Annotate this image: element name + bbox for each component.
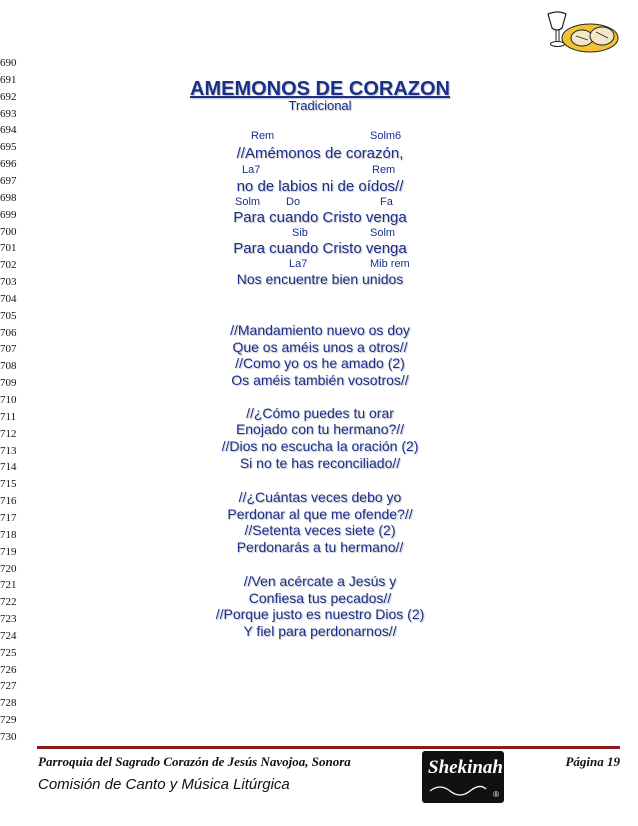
line-number: 703 (0, 276, 17, 289)
line-number: 727 (0, 680, 17, 693)
line-number: 700 (0, 225, 17, 238)
lyric-line: //Dios no escucha la oración (2) (221, 438, 419, 454)
line-number: 693 (0, 107, 17, 120)
line-number: 713 (0, 444, 17, 457)
shekinah-logo-icon (422, 751, 504, 803)
lyric-line: //¿Cómo puedes tu orar (246, 405, 394, 421)
line-number: 724 (0, 629, 17, 642)
lyric-line: Perdonar al que me ofende?// (227, 506, 413, 522)
lyric-line: //Amémonos de corazón, (236, 145, 404, 162)
line-number: 704 (0, 292, 17, 305)
line-number: 702 (0, 259, 17, 272)
line-number: 694 (0, 124, 17, 137)
lyric-line: //Setenta veces siete (2) (244, 522, 396, 538)
chord: Solm (235, 196, 261, 208)
line-number: 715 (0, 478, 17, 491)
line-number: 712 (0, 427, 17, 440)
chord: Do (286, 196, 301, 208)
chord: Mib rem (370, 258, 410, 270)
lyric-line: Os améis también vosotros// (231, 372, 409, 388)
line-number: 696 (0, 158, 17, 171)
chord: La7 (242, 164, 261, 176)
lyric-line: //Como yo os he amado (2) (235, 355, 405, 371)
line-number: 695 (0, 141, 17, 154)
line-number: 725 (0, 646, 17, 659)
lyric-line: Para cuando Cristo venga (233, 240, 407, 257)
line-number: 705 (0, 309, 17, 322)
line-number: 708 (0, 360, 17, 373)
chalice-bread-emblem-icon (540, 8, 620, 56)
line-number: 717 (0, 511, 17, 524)
chord: Fa (380, 196, 393, 208)
song-title: AMEMONOS DE CORAZON (190, 78, 450, 100)
line-number: 701 (0, 242, 17, 255)
line-number: 720 (0, 562, 17, 575)
chord: Sib (292, 227, 308, 239)
lyric-line: //Porque justo es nuestro Dios (2) (215, 606, 425, 622)
line-number: 692 (0, 90, 17, 103)
line-number: 726 (0, 663, 17, 676)
lyric-line: Y fiel para perdonarnos// (243, 623, 397, 639)
lyric-line: Perdonarás a tu hermano// (236, 539, 404, 555)
lyric-line: Enojado con tu hermano?// (235, 421, 405, 437)
chord: Rem (251, 130, 275, 142)
line-number: 697 (0, 174, 17, 187)
line-number: 730 (0, 731, 17, 743)
footer-parish: Parroquia del Sagrado Corazón de Jesús Navojoa, Sonora (38, 754, 351, 769)
lyric-line: Confiesa tus pecados// (248, 590, 392, 606)
chord: La7 (289, 258, 308, 270)
song-subtitle: Tradicional (288, 98, 352, 113)
line-number: 714 (0, 461, 17, 474)
lyric-line: //Ven acércate a Jesús y (243, 573, 397, 589)
lyric-line: Si no te has reconciliado// (239, 455, 401, 471)
line-number: 718 (0, 528, 17, 541)
footer-divider (37, 746, 620, 749)
logo-text: Shekinah (428, 757, 503, 778)
chord: Solm6 (370, 130, 402, 142)
line-number: 721 (0, 579, 17, 592)
line-number: 719 (0, 545, 17, 558)
chord: Rem (372, 164, 396, 176)
lyric-line: Nos encuentre bien unidos (236, 271, 404, 287)
line-number: 723 (0, 613, 17, 626)
line-number: 706 (0, 326, 17, 339)
line-number: 728 (0, 697, 17, 710)
logo-swirl-icon (428, 781, 488, 797)
line-number: 710 (0, 394, 17, 406)
line-number: 716 (0, 495, 17, 508)
lyric-line: Para cuando Cristo venga (233, 209, 407, 226)
line-number: 690 (0, 57, 17, 69)
line-number: 707 (0, 343, 17, 356)
line-number: 691 (0, 73, 17, 86)
lyric-line: Que os améis unos a otros// (232, 339, 408, 355)
line-number: 729 (0, 714, 17, 727)
line-number: 722 (0, 596, 17, 609)
line-number: 698 (0, 191, 17, 204)
lyric-line: no de labios ni de oídos// (236, 178, 404, 195)
logo-registered-mark: ® (493, 790, 499, 799)
chord: Solm (370, 227, 396, 239)
lyric-line: //Mandamiento nuevo os doy (230, 322, 410, 338)
line-number: 709 (0, 377, 17, 390)
footer-commission: Comisión de Canto y Música Litúrgica (38, 776, 290, 793)
lyric-line: //¿Cuántas veces debo yo (238, 489, 402, 505)
line-number: 711 (0, 410, 17, 423)
page-number: Página 19 (565, 754, 620, 769)
line-number: 699 (0, 208, 17, 221)
